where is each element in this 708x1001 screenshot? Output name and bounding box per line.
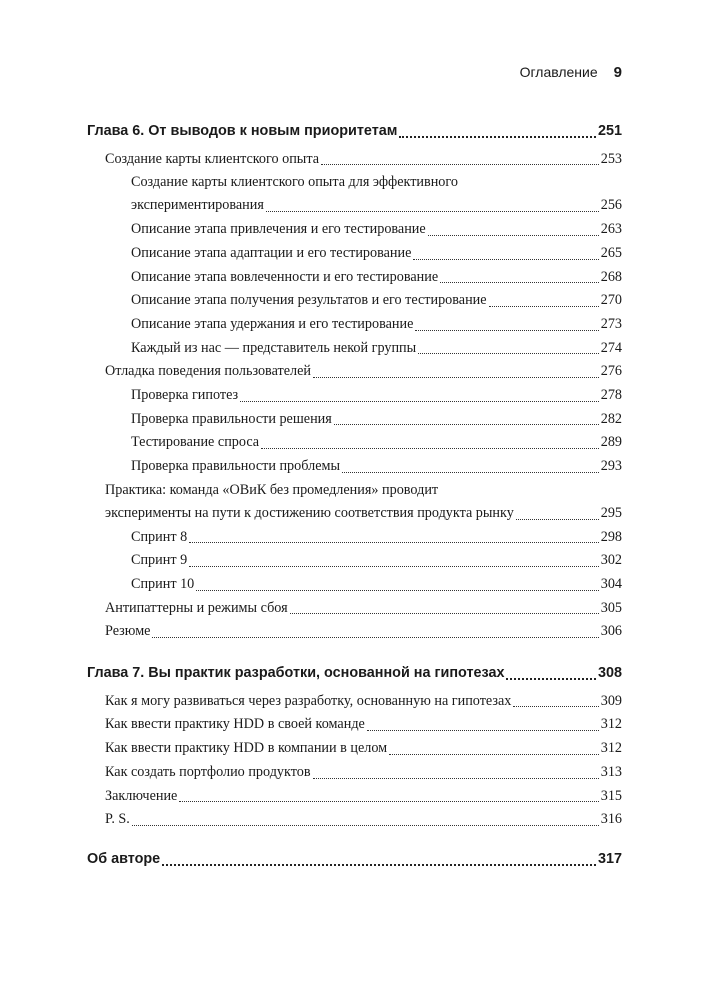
toc-page: 289 [600,434,622,451]
toc-page: 295 [600,504,622,521]
dot-leader [189,542,599,543]
toc-chapter-entry [87,662,622,686]
toc-page: 265 [600,244,622,261]
toc-title: эксперименты на пути к достижению соответствия продукта рынку [105,504,514,521]
toc-section-entry [87,597,622,621]
dot-leader [342,472,599,473]
toc-page: 256 [600,197,622,214]
toc-page: 276 [600,363,622,380]
toc-title-line1: Создание карты клиентского опыта для эффективного [131,174,458,191]
dot-leader [261,448,599,449]
toc-title: Спринт 9 [131,552,188,569]
page-number: 9 [613,64,622,81]
toc-page: 316 [600,811,622,828]
dot-leader [399,136,596,138]
dot-leader [413,259,598,260]
toc-title: Как создать портфолио продуктов [105,763,311,780]
toc-title: Резюме [105,623,151,640]
toc-section-entry [87,737,622,761]
toc-title: Описание этапа адаптации и его тестирование [131,244,412,261]
toc-page: 273 [600,315,622,332]
toc-title: P. S. [105,811,130,828]
toc-page: 308 [597,665,622,682]
toc-title: Заключение [105,787,178,804]
dot-leader [152,637,598,638]
toc-page: 313 [600,763,622,780]
dot-leader [313,377,599,378]
toc-page: 263 [600,221,622,238]
toc-title: экспериментирования [131,197,264,214]
toc-page: 317 [597,850,622,867]
toc-section-entry [87,620,622,644]
toc-subsection-entry [87,573,622,597]
toc-title: Проверка правильности проблемы [131,458,340,475]
toc-section-entry [87,479,622,526]
toc-subsection-entry [87,289,622,313]
toc-page: 268 [600,268,622,285]
toc-chapter-entry [87,848,622,872]
dot-leader [516,519,599,520]
toc-section-entry [87,360,622,384]
dot-leader [189,566,599,567]
dot-leader [313,778,599,779]
toc-page: 278 [600,387,622,404]
dot-leader [240,401,599,402]
dot-leader [334,424,599,425]
toc-subsection-entry [87,337,622,361]
dot-leader [196,590,598,591]
table-of-contents [87,120,622,872]
toc-section-entry [87,785,622,809]
toc-title: Описание этапа удержания и его тестирование [131,315,414,332]
toc-section-entry [87,148,622,172]
toc-subsection-entry [87,266,622,290]
toc-title: Глава 7. Вы практик разработки, основанной на гипотезах [87,665,505,682]
toc-page: 293 [600,458,622,475]
toc-page: 315 [600,787,622,804]
toc-title: Проверка гипотез [131,387,239,404]
dot-leader [506,678,596,680]
toc-title: Спринт 8 [131,528,188,545]
toc-section-entry [87,808,622,832]
toc-title: Отладка поведения пользователей [105,363,311,380]
toc-page: 298 [600,528,622,545]
toc-section-entry [87,761,622,785]
dot-leader [428,235,599,236]
dot-leader [266,211,599,212]
toc-chapter-entry [87,120,622,144]
toc-page: 274 [600,339,622,356]
toc-title: Как ввести практику HDD в компании в целом [105,740,388,757]
toc-title: Об авторе [87,850,161,867]
toc-subsection-entry [87,384,622,408]
toc-page: 253 [600,150,622,167]
dot-leader [132,825,599,826]
toc-subsection-entry [87,408,622,432]
dot-leader [489,306,599,307]
toc-page: 304 [600,575,622,592]
header-title: Оглавление [519,64,598,80]
toc-page: 312 [600,716,622,733]
toc-page: 306 [600,623,622,640]
toc-title: Проверка правильности решения [131,410,332,427]
toc-subsection-entry [87,549,622,573]
dot-leader [415,330,598,331]
toc-subsection-entry [87,242,622,266]
toc-subsection-entry [87,218,622,242]
toc-page: 309 [600,692,622,709]
dot-leader [367,730,599,731]
dot-leader [290,613,599,614]
dot-leader [440,282,599,283]
toc-page: 312 [600,740,622,757]
toc-page: 305 [600,599,622,616]
toc-title: Как я могу развиваться через разработку, основанную на гипотезах [105,692,512,709]
toc-title: Как ввести практику HDD в своей команде [105,716,365,733]
toc-section-entry [87,713,622,737]
toc-section-entry [87,690,622,714]
toc-subsection-entry [87,171,622,218]
toc-subsection-entry [87,431,622,455]
dot-leader [179,801,598,802]
toc-page: 282 [600,410,622,427]
toc-title: Описание этапа получения результатов и его тестирование [131,292,487,309]
dot-leader [389,754,599,755]
toc-page: 251 [597,123,622,139]
toc-title-line1: Практика: команда «ОВиК без промедления» проводит [105,481,439,498]
toc-title: Описание этапа привлечения и его тестирование [131,221,426,238]
toc-title: Тестирование спроса [131,434,260,451]
toc-page: 270 [600,292,622,309]
toc-title: Глава 6. От выводов к новым приоритетам [87,123,398,139]
toc-subsection-entry [87,313,622,337]
dot-leader [321,164,599,165]
toc-subsection-entry [87,455,622,479]
running-header [520,64,622,81]
toc-page: 302 [600,552,622,569]
toc-title: Каждый из нас — представитель некой группы [131,339,417,356]
dot-leader [418,353,599,354]
toc-title: Создание карты клиентского опыта [105,150,319,167]
dot-leader [162,864,596,866]
dot-leader [513,706,598,707]
toc-subsection-entry [87,526,622,550]
toc-title: Антипаттерны и режимы сбоя [105,599,288,616]
toc-title: Описание этапа вовлеченности и его тестирование [131,268,439,285]
toc-title: Спринт 10 [131,575,195,592]
